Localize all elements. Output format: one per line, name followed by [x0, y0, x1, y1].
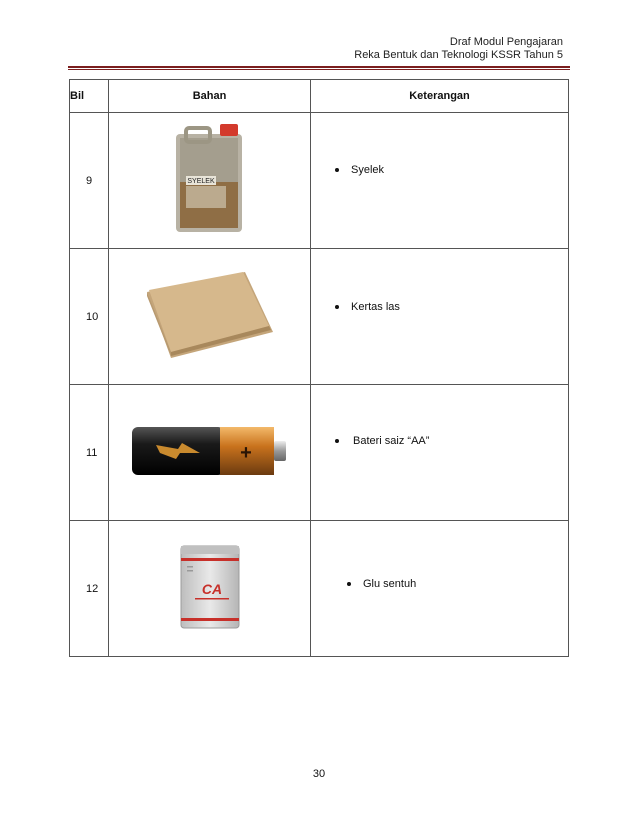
header-keterangan: Keterangan	[311, 80, 569, 113]
table-header-row	[70, 80, 569, 113]
header-line-2: Reka Bentuk dan Teknologi KSSR Tahun 5	[354, 49, 563, 61]
description-text: Bateri saiz “AA”	[353, 435, 430, 447]
description-cell	[311, 249, 569, 385]
description-cell	[311, 521, 569, 657]
table-row	[70, 385, 569, 521]
header-bahan: Bahan	[109, 80, 311, 113]
glue-brand-label: CA	[201, 581, 222, 597]
material-image-cell	[109, 385, 311, 521]
description-item	[335, 164, 568, 176]
bullet-icon	[335, 168, 339, 172]
aa-battery-icon	[130, 423, 290, 479]
svg-text:+: +	[239, 442, 252, 464]
header-rule	[68, 66, 570, 68]
jerrycan-label: SYELEK	[186, 178, 215, 185]
material-image-cell	[109, 113, 311, 249]
header-bil: Bil	[70, 80, 109, 113]
description-text: Syelek	[351, 164, 385, 176]
description-cell	[311, 113, 569, 249]
page-header	[354, 36, 563, 62]
bullet-icon	[347, 582, 351, 586]
table-row	[70, 249, 569, 385]
row-number: 10	[70, 249, 109, 385]
description-item	[335, 435, 568, 447]
row-number: 9	[70, 113, 109, 249]
description-text: Kertas las	[351, 301, 400, 313]
header-rule-thin	[68, 69, 570, 70]
material-image-cell	[109, 521, 311, 657]
sandpaper-icon	[147, 270, 273, 360]
description-cell	[311, 385, 569, 521]
bullet-icon	[335, 305, 339, 309]
table-row	[70, 521, 569, 657]
materials-table	[69, 79, 569, 657]
page-number: 30	[312, 768, 326, 780]
material-image-cell	[109, 249, 311, 385]
shellac-jerrycan-icon	[174, 124, 246, 234]
contact-glue-can-icon	[179, 544, 241, 630]
header-line-1: Draf Modul Pengajaran	[449, 36, 563, 48]
description-item	[347, 578, 568, 590]
table-row	[70, 113, 569, 249]
description-item	[335, 301, 568, 313]
description-text: Glu sentuh	[363, 578, 417, 590]
row-number: 12	[70, 521, 109, 657]
row-number: 11	[70, 385, 109, 521]
bullet-icon	[335, 439, 339, 443]
